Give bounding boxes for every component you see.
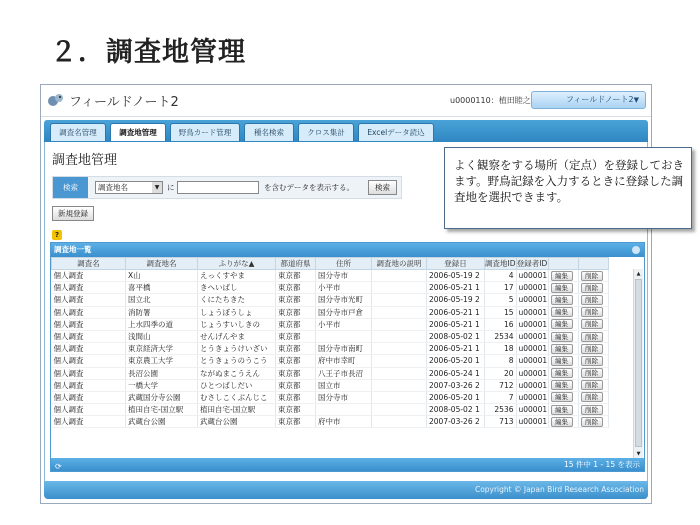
edit-cell — [548, 294, 578, 306]
table-cell: u00001 — [516, 318, 548, 330]
column-header[interactable]: 都道府県 — [276, 258, 316, 270]
column-header[interactable] — [578, 258, 608, 270]
edit-cell — [548, 330, 578, 342]
table-cell: せんげんやま — [198, 330, 276, 342]
new-register-button[interactable]: 新規登録 — [52, 206, 94, 221]
table-cell — [372, 343, 427, 355]
table-cell: 小平市 — [316, 318, 372, 330]
delete-button[interactable]: 削除 — [581, 307, 603, 317]
table-cell: 個人調査 — [52, 355, 126, 367]
app-selector-value: フィールドノート2 — [566, 95, 634, 104]
delete-button[interactable]: 削除 — [581, 417, 603, 427]
table-cell: 浅間山 — [126, 330, 198, 342]
table-cell: 東京都 — [276, 367, 316, 379]
refresh-icon[interactable]: ⟳ — [55, 462, 62, 471]
table-cell: 個人調査 — [52, 294, 126, 306]
delete-button[interactable]: 削除 — [581, 368, 603, 378]
table-row[interactable] — [52, 367, 609, 379]
table-cell: 武蔵国分寺公園 — [126, 391, 198, 403]
delete-cell — [578, 306, 608, 318]
delete-cell — [578, 282, 608, 294]
table-cell: u00001 — [516, 306, 548, 318]
table-cell: 植田自宅-国立駅 — [126, 404, 198, 416]
table-row[interactable] — [52, 270, 609, 282]
table-cell — [372, 355, 427, 367]
table-row[interactable] — [52, 416, 609, 428]
table-cell: 国分寺市 — [316, 391, 372, 403]
table-row[interactable] — [52, 294, 609, 306]
table-cell: 個人調査 — [52, 367, 126, 379]
table-cell: 713 — [485, 416, 517, 428]
tab-cross-tab[interactable]: クロス集計 — [298, 123, 354, 141]
delete-cell — [578, 367, 608, 379]
table-cell — [316, 330, 372, 342]
table-cell: 東京都 — [276, 294, 316, 306]
edit-button[interactable]: 編集 — [551, 380, 573, 390]
scroll-thumb[interactable] — [635, 279, 642, 447]
table-cell: 国分寺市南町 — [316, 343, 372, 355]
table-cell — [372, 379, 427, 391]
table-cell: u00001 — [516, 416, 548, 428]
table-cell: 国立北 — [126, 294, 198, 306]
table-cell: むさしこくぶんじこ — [198, 391, 276, 403]
delete-cell — [578, 404, 608, 416]
edit-button[interactable]: 編集 — [551, 307, 573, 317]
edit-button[interactable]: 編集 — [551, 332, 573, 342]
table-cell: じょうすいしきの — [198, 318, 276, 330]
table-cell: 八王子市長沼 — [316, 367, 372, 379]
table-row[interactable] — [52, 343, 609, 355]
table-cell — [372, 391, 427, 403]
table-row[interactable] — [52, 330, 609, 342]
table-cell — [372, 416, 427, 428]
table-cell: 2006-05-21 1 — [427, 318, 485, 330]
table-cell: しょうぼうしょ — [198, 306, 276, 318]
search-button[interactable]: 検索 — [368, 180, 397, 195]
table-cell: 消防署 — [126, 306, 198, 318]
table-cell: 一橋大学 — [126, 379, 198, 391]
app-header — [41, 85, 651, 117]
tab-bar — [44, 120, 648, 142]
delete-cell — [578, 379, 608, 391]
edit-button[interactable]: 編集 — [551, 283, 573, 293]
table-cell — [316, 404, 372, 416]
search-field-select[interactable] — [95, 181, 163, 194]
edit-cell — [548, 306, 578, 318]
delete-cell — [578, 270, 608, 282]
table-cell: 2006-05-20 1 — [427, 391, 485, 403]
table-cell: 18 — [485, 343, 517, 355]
table-cell: 個人調査 — [52, 270, 126, 282]
table-cell: 東京都 — [276, 306, 316, 318]
delete-button[interactable]: 削除 — [581, 319, 603, 329]
delete-cell — [578, 355, 608, 367]
table-cell: 20 — [485, 367, 517, 379]
column-header[interactable]: 調査地名 — [126, 258, 198, 270]
chevron-down-icon: ▼ — [152, 182, 162, 193]
table-cell: 2008-05-02 1 — [427, 404, 485, 416]
table-row[interactable] — [52, 306, 609, 318]
grid-title: 調査地一覧 — [54, 245, 92, 254]
edit-cell — [548, 391, 578, 403]
grid-footer — [51, 458, 644, 471]
bird-logo-icon — [47, 91, 65, 109]
delete-cell — [578, 391, 608, 403]
table-cell — [372, 282, 427, 294]
tab-survey-names[interactable]: 調査名管理 — [50, 123, 106, 141]
table-cell: u00001 — [516, 379, 548, 391]
table-cell: X山 — [126, 270, 198, 282]
table-cell: 個人調査 — [52, 379, 126, 391]
search-particle: に — [167, 183, 175, 192]
search-label: 検索 — [53, 177, 88, 198]
delete-button[interactable]: 削除 — [581, 405, 603, 415]
table-cell — [372, 294, 427, 306]
table-cell: 上水四季の道 — [126, 318, 198, 330]
table-cell: 8 — [485, 355, 517, 367]
callout-box: よく観察をする場所（定点）を登録しておきます。野鳥記録を入力するときに登録した調査地を選択できます。 — [444, 147, 692, 229]
table-row[interactable] — [52, 282, 609, 294]
table-cell: 2006-05-19 2 — [427, 270, 485, 282]
edit-button[interactable]: 編集 — [551, 405, 573, 415]
table-cell: 東京都 — [276, 404, 316, 416]
delete-button[interactable]: 削除 — [581, 380, 603, 390]
table-cell: とうきょうけいざい — [198, 343, 276, 355]
grid-title-bar — [51, 243, 644, 257]
table-cell: きへいばし — [198, 282, 276, 294]
table-cell: 東京都 — [276, 355, 316, 367]
edit-button[interactable]: 編集 — [551, 368, 573, 378]
table-row[interactable] — [52, 391, 609, 403]
table-cell: 長沼公園 — [126, 367, 198, 379]
slide-title: ２．調査地管理 — [50, 37, 246, 68]
table-cell: 個人調査 — [52, 343, 126, 355]
delete-button[interactable]: 削除 — [581, 295, 603, 305]
table-cell — [372, 318, 427, 330]
table-cell: 東京都 — [276, 379, 316, 391]
table-cell: 個人調査 — [52, 306, 126, 318]
edit-cell — [548, 404, 578, 416]
edit-cell — [548, 355, 578, 367]
edit-button[interactable]: 編集 — [551, 392, 573, 402]
table-cell: 東京農工大学 — [126, 355, 198, 367]
table-cell: 5 — [485, 294, 517, 306]
table-cell: 16 — [485, 318, 517, 330]
table-cell: 4 — [485, 270, 517, 282]
table-cell: 2006-05-21 1 — [427, 343, 485, 355]
edit-button[interactable]: 編集 — [551, 271, 573, 281]
table-cell: くにたちきた — [198, 294, 276, 306]
table-cell: 2006-05-21 1 — [427, 282, 485, 294]
table-cell: 国立市 — [316, 379, 372, 391]
search-field-value: 調査地名 — [98, 183, 128, 192]
table-cell: えっくすやま — [198, 270, 276, 282]
table-cell: 東京都 — [276, 270, 316, 282]
column-header[interactable]: 登録者ID — [516, 259, 548, 268]
delete-button[interactable]: 削除 — [581, 332, 603, 342]
table-cell: 国分寺市戸倉 — [316, 306, 372, 318]
table-cell: 東京都 — [276, 343, 316, 355]
delete-button[interactable]: 削除 — [581, 356, 603, 366]
table-cell: 喜平橋 — [126, 282, 198, 294]
table-row[interactable] — [52, 404, 609, 416]
page-info: 15 件中 1 - 15 を表示 — [564, 460, 640, 469]
table-cell: 東京都 — [276, 416, 316, 428]
table-cell: 個人調査 — [52, 416, 126, 428]
table-cell — [372, 367, 427, 379]
scroll-up-icon[interactable]: ▲ — [636, 271, 641, 277]
table-cell: 2534 — [485, 330, 517, 342]
delete-cell — [578, 343, 608, 355]
table-cell: 2006-05-19 2 — [427, 294, 485, 306]
table-cell: 東京都 — [276, 330, 316, 342]
edit-button[interactable]: 編集 — [551, 356, 573, 366]
table-cell: 17 — [485, 282, 517, 294]
delete-button[interactable]: 削除 — [581, 271, 603, 281]
table-cell: 個人調査 — [52, 330, 126, 342]
collapse-icon[interactable] — [632, 246, 640, 254]
edit-cell — [548, 318, 578, 330]
edit-cell — [548, 416, 578, 428]
edit-cell — [548, 367, 578, 379]
delete-cell — [578, 294, 608, 306]
tab-excel-import[interactable]: Excelデータ読込 — [358, 123, 434, 141]
table-cell: 2536 — [485, 404, 517, 416]
table-cell: 国分寺市 — [316, 270, 372, 282]
table-cell: 東京経済大学 — [126, 343, 198, 355]
table-row[interactable] — [52, 318, 609, 330]
table-cell — [372, 330, 427, 342]
vertical-scrollbar[interactable] — [633, 269, 643, 459]
table-cell: ひとつばしだい — [198, 379, 276, 391]
chevron-down-icon: ▼ — [633, 96, 639, 104]
app-footer: Copyright © Japan Bird Research Association — [44, 481, 648, 499]
table-cell — [372, 270, 427, 282]
tab-bird-cards[interactable]: 野鳥カード管理 — [170, 123, 240, 141]
site-list-grid — [50, 242, 645, 472]
search-suffix: を含むデータを表示する。 — [264, 183, 354, 192]
column-header[interactable]: 調査地ID — [485, 259, 516, 268]
app-name: フィールドノート2 — [69, 95, 179, 110]
app-selector[interactable] — [531, 91, 646, 109]
table-cell: 2006-05-21 1 — [427, 306, 485, 318]
table-cell: 国分寺市光町 — [316, 294, 372, 306]
column-header[interactable]: 住所 — [316, 258, 372, 270]
tab-species-search[interactable]: 種名検索 — [244, 123, 294, 141]
table-cell: 府中市幸町 — [316, 355, 372, 367]
table-cell: u00001 — [516, 282, 548, 294]
column-header[interactable]: 登録日 — [427, 258, 485, 270]
table-cell: u00001 — [516, 330, 548, 342]
edit-cell — [548, 270, 578, 282]
delete-cell — [578, 330, 608, 342]
table-cell: 個人調査 — [52, 391, 126, 403]
tab-survey-sites[interactable]: 調査地管理 — [110, 123, 166, 141]
table-cell: 15 — [485, 306, 517, 318]
table-cell: u00001 — [516, 270, 548, 282]
table-cell: u00001 — [516, 343, 548, 355]
table-cell: 武蔵台公園 — [126, 416, 198, 428]
column-header[interactable]: 調査名 — [52, 258, 126, 270]
table-cell: 2008-05-02 1 — [427, 330, 485, 342]
edit-button[interactable]: 編集 — [551, 295, 573, 305]
delete-cell — [578, 318, 608, 330]
table-cell: 武蔵台公園 — [198, 416, 276, 428]
table-cell: 府中市 — [316, 416, 372, 428]
table-cell: 個人調査 — [52, 282, 126, 294]
delete-cell — [578, 416, 608, 428]
edit-cell — [548, 379, 578, 391]
table-cell: 植田自宅-国立駅 — [198, 404, 276, 416]
table-cell: 個人調査 — [52, 318, 126, 330]
site-table — [51, 257, 609, 428]
table-header-row — [52, 258, 609, 270]
edit-button[interactable]: 編集 — [551, 417, 573, 427]
table-cell: u00001 — [516, 367, 548, 379]
table-cell: u00001 — [516, 294, 548, 306]
table-cell: 712 — [485, 379, 517, 391]
table-cell: 7 — [485, 391, 517, 403]
table-cell: 東京都 — [276, 282, 316, 294]
page-heading: 調査地管理 — [52, 153, 118, 168]
table-cell: 2007-03-26 2 — [427, 379, 485, 391]
table-cell: u00001 — [516, 391, 548, 403]
table-cell — [372, 306, 427, 318]
edit-cell — [548, 343, 578, 355]
column-header[interactable]: ふりがな▲ — [198, 258, 276, 270]
table-cell: 2006-05-24 1 — [427, 367, 485, 379]
table-cell: 東京都 — [276, 318, 316, 330]
table-cell: 個人調査 — [52, 404, 126, 416]
edit-button[interactable]: 編集 — [551, 319, 573, 329]
scroll-down-icon[interactable]: ▼ — [636, 451, 641, 457]
table-cell: 2006-05-20 1 — [427, 355, 485, 367]
table-cell: 東京都 — [276, 391, 316, 403]
help-icon[interactable]: ? — [52, 230, 62, 240]
column-header[interactable] — [548, 258, 578, 270]
search-input[interactable] — [177, 181, 259, 194]
table-cell: u00001 — [516, 355, 548, 367]
table-row[interactable] — [52, 355, 609, 367]
table-cell: 2007-03-26 2 — [427, 416, 485, 428]
table-cell: とうきょうのうこう — [198, 355, 276, 367]
table-body — [52, 270, 609, 428]
table-row[interactable] — [52, 379, 609, 391]
delete-button[interactable]: 削除 — [581, 283, 603, 293]
table-cell: 小平市 — [316, 282, 372, 294]
user-info: u0000110：植田睦之 — [450, 96, 531, 105]
column-header[interactable]: 調査地の説明 — [372, 258, 427, 270]
delete-button[interactable]: 削除 — [581, 344, 603, 354]
search-bar — [52, 176, 402, 199]
table-cell — [372, 404, 427, 416]
table-cell: ながぬまこうえん — [198, 367, 276, 379]
edit-cell — [548, 282, 578, 294]
delete-button[interactable]: 削除 — [581, 392, 603, 402]
edit-button[interactable]: 編集 — [551, 344, 573, 354]
table-cell: u00001 — [516, 404, 548, 416]
